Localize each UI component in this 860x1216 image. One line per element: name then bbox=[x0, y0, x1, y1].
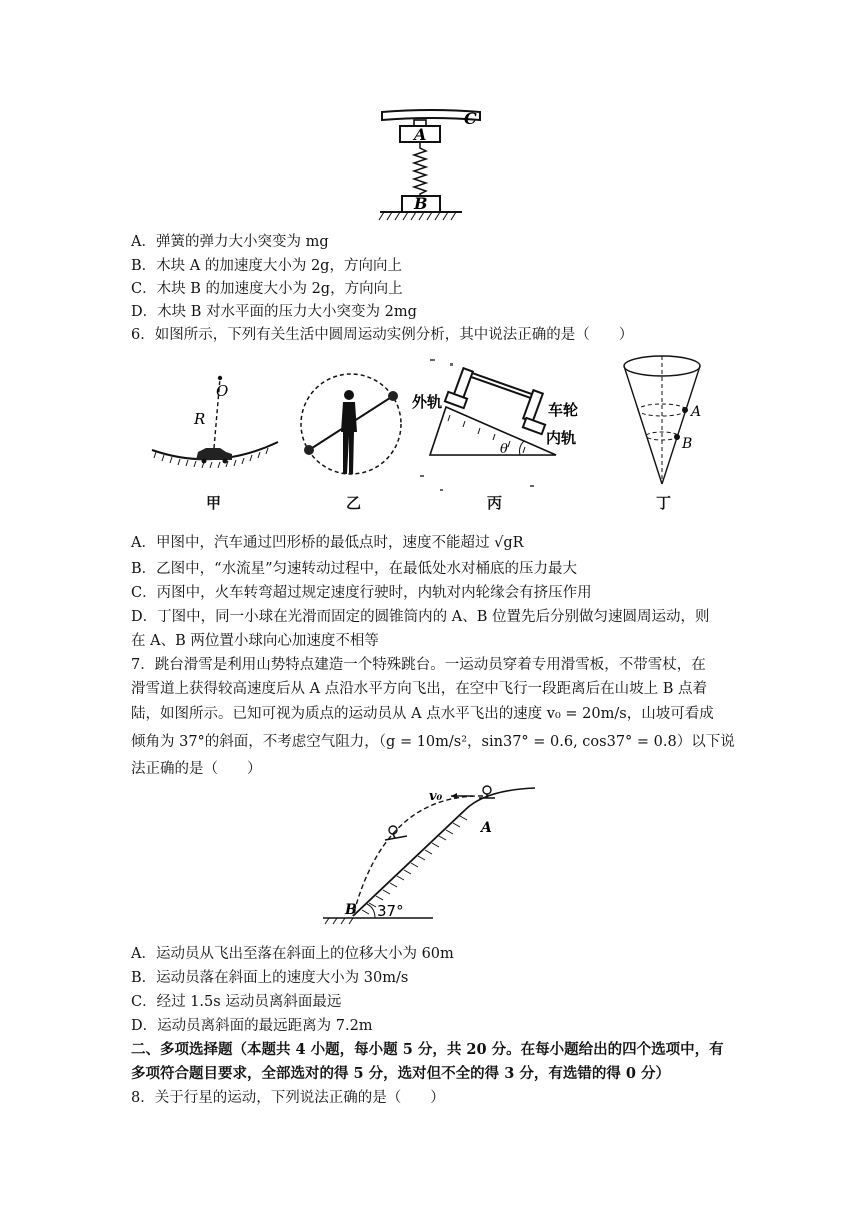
q6-option-d-line1: D．丁图中，同一小球在光滑而固定的圆锥筒内的 A、B 位置先后分别做匀速圆周运动，则 bbox=[131, 609, 710, 625]
q5-option-d: D．木块 B 对水平面的压力大小突变为 2mg bbox=[131, 304, 417, 320]
label-b: B bbox=[682, 436, 693, 452]
caption-bing: 丙 bbox=[487, 494, 503, 512]
section2-heading-line1: 二、多项选择题（本题共 4 小题，每小题 5 分，共 20 分。在每小题给出的四个选项中，有 bbox=[131, 1041, 724, 1058]
q7-stem-line3: 陆，如图所示。已知可视为质点的运动员从 A 点水平飞出的速度 v₀ = 20m/s，山坡可看成 bbox=[131, 706, 714, 722]
caption-jia: 甲 bbox=[206, 494, 222, 512]
q7-option-b: B．运动员落在斜面上的速度大小为 30m/s bbox=[131, 970, 409, 986]
q5-option-b: B．木块 A 的加速度大小为 2g，方向向上 bbox=[131, 258, 402, 274]
label-wheel: 车轮 bbox=[548, 401, 579, 419]
figure-bing-banked-track bbox=[410, 355, 600, 505]
q6-option-c: C．丙图中，火车转弯超过规定速度行驶时，内轨对内轮缘会有挤压作用 bbox=[131, 585, 592, 601]
label-r: R bbox=[194, 410, 206, 428]
caption-yi: 乙 bbox=[346, 494, 362, 512]
spring-block-figure bbox=[376, 104, 486, 226]
label-a: A bbox=[691, 404, 702, 420]
q5-option-c: C．木块 B 的加速度大小为 2g，方向向上 bbox=[131, 281, 403, 297]
q6-option-b: B．乙图中，“水流星”匀速转动过程中，在最低处水对桶底的压力最大 bbox=[131, 561, 577, 577]
figure-yi-water-meteor bbox=[295, 362, 407, 484]
label-v0: v₀ bbox=[429, 789, 443, 804]
label-inner-rail: 内轨 bbox=[546, 429, 577, 447]
q7-stem-line5: 法正确的是（ ） bbox=[131, 761, 262, 777]
q5-option-a: A．弹簧的弹力大小突变为 mg bbox=[131, 234, 329, 250]
label-b: B bbox=[345, 902, 357, 918]
label-angle: 37° bbox=[377, 902, 404, 920]
ski-jump-figure bbox=[315, 782, 545, 934]
q6-stem: 6．如图所示，下列有关生活中圆周运动实例分析，其中说法正确的是（ ） bbox=[131, 327, 634, 343]
q8-stem: 8．关于行星的运动，下列说法正确的是（ ） bbox=[131, 1090, 445, 1106]
figure-jia-concave-bridge bbox=[150, 372, 280, 472]
label-a: A bbox=[481, 820, 492, 836]
label-o: O bbox=[216, 382, 229, 400]
q6-option-a: A．甲图中，汽车通过凹形桥的最低点时，速度不能超过 √gR bbox=[131, 535, 524, 551]
figure-ding-cone bbox=[616, 352, 716, 492]
q7-option-c: C．经过 1.5s 运动员离斜面最远 bbox=[131, 994, 342, 1010]
q7-option-a: A．运动员从飞出至落在斜面上的位移大小为 60m bbox=[131, 946, 454, 962]
q7-option-d: D．运动员离斜面的最远距离为 7.2m bbox=[131, 1018, 373, 1034]
label-c: C bbox=[464, 109, 477, 128]
label-theta: θ bbox=[500, 442, 508, 457]
q7-stem-line2: 滑雪道上获得较高速度后从 A 点沿水平方向飞出，在空中飞行一段距离后在山坡上 B 点着 bbox=[131, 681, 708, 697]
caption-ding: 丁 bbox=[656, 494, 672, 512]
label-a: A bbox=[414, 125, 427, 144]
q6-option-d-line2: 在 A、B 两位置小球向心加速度不相等 bbox=[131, 633, 379, 649]
label-b: B bbox=[414, 194, 428, 213]
q7-stem-line1: 7．跳台滑雪是利用山势特点建造一个特殊跳台。一运动员穿着专用滑雪板，不带雪杖，在 bbox=[131, 657, 706, 673]
q7-stem-line4: 倾角为 37°的斜面，不考虑空气阻力，（g = 10m/s²，sin37° = 0.6, cos37° = 0.8）以下说 bbox=[131, 734, 735, 750]
label-outer-rail: 外轨 bbox=[412, 393, 443, 411]
section2-heading-line2: 多项符合题目要求，全部选对的得 5 分，选对但不全的得 3 分，有选错的得 0 分） bbox=[131, 1065, 671, 1082]
